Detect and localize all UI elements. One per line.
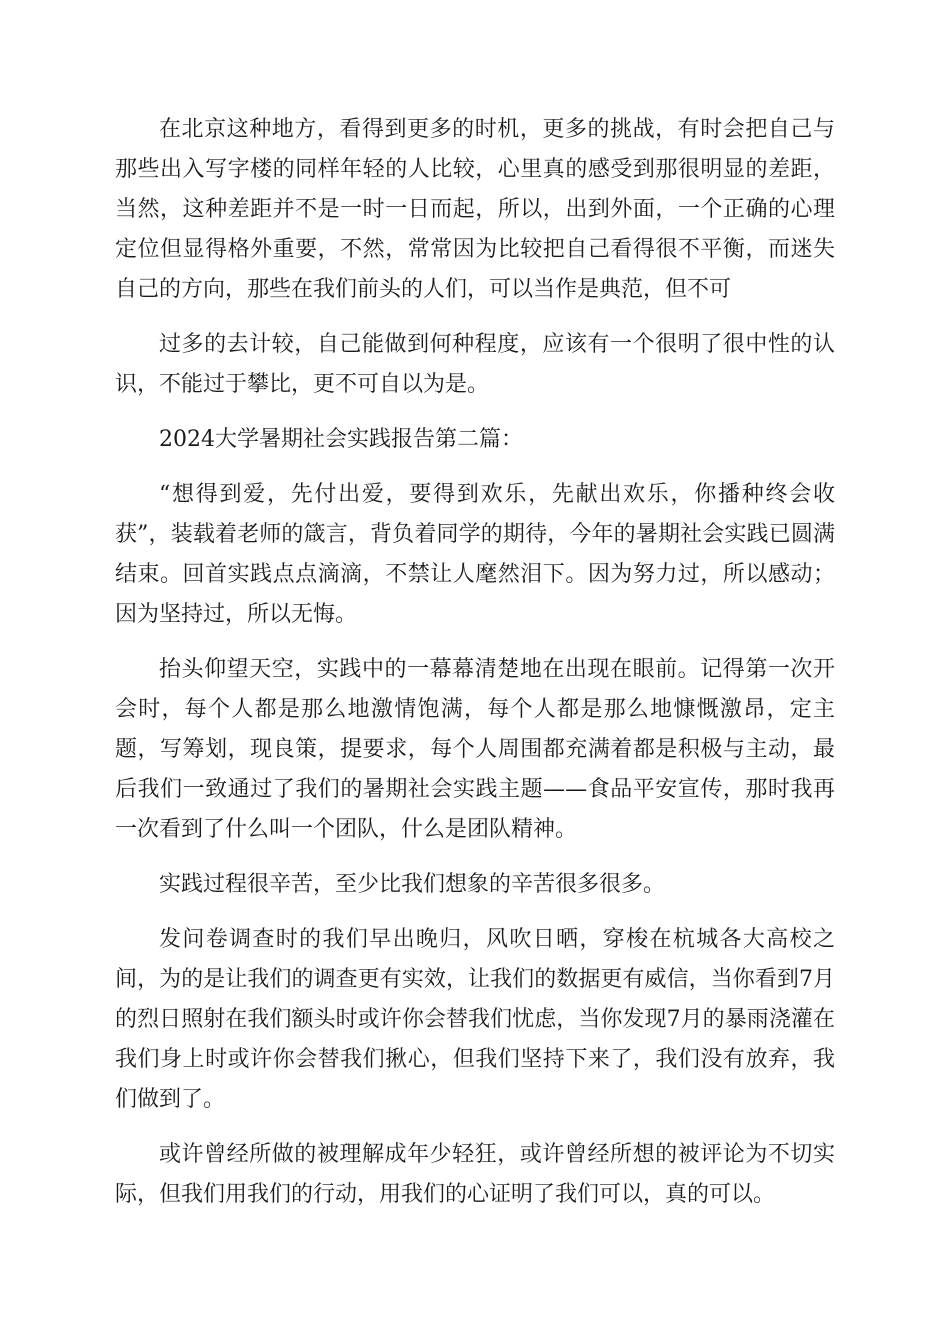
paragraph: 实践过程很辛苦，至少比我们想象的辛苦很多很多。 xyxy=(159,872,666,897)
paragraph: 发问卷调查时的我们早出晚归，风吹日晒，穿梭在杭城各大高校之间，为的是让我们的调查更有实效，让我们的数据更有威信，当你看到7月的烈日照射在我们额头时或许你会替我们忧虑，当你发现7月的暴雨浇灌在我们身上时或许你会替我们揪心，但我们坚持下来了，我们没有放弃，我们做到了。 xyxy=(115,927,835,1112)
paragraph: “想得到爱，先付出爱，要得到欢乐，先献出欢乐，你播种终会收获”，装载着老师的箴言，背负着同学的期待，今年的暑期社会实践已圆满结束。回首实践点点滴滴，不禁让人麾然泪下。因为努力过，所以感动；因为坚持过，所以无悔。 xyxy=(115,482,835,627)
paragraph: 抬头仰望天空，实践中的一幕幕清楚地在出现在眼前。记得第一次开会时，每个人都是那么地激情饱满，每个人都是那么地慷慨激昂，定主题，写筹划，现良策，提要求，每个人周围都充满着都是积极与主动，最后我们一致通过了我们的暑期社会实践主题——食品平安宣传，那时我再一次看到了什么叫一个团队，什么是团队精神。 xyxy=(115,657,835,842)
section-heading: 2024大学暑期社会实践报告第二篇： xyxy=(159,427,523,452)
document-body xyxy=(115,110,835,1230)
paragraph: 或许曾经所做的被理解成年少轻狂，或许曾经所想的被评论为不切实际，但我们用我们的行动，用我们的心证明了我们可以，真的可以。 xyxy=(115,1142,835,1207)
paragraph: 在北京这种地方，看得到更多的时机，更多的挑战，有时会把自己与那些出入写字楼的同样年轻的人比较，心里真的感受到那很明显的差距，当然，这种差距并不是一时一日而起，所以，出到外面，一个正确的心理定位但显得格外重要，不然，常常因为比较把自己看得很不平衡，而迷失自己的方向，那些在我们前头的人们，可以当作是典范，但不可 xyxy=(115,117,835,302)
paragraph: 过多的去计较，自己能做到何种程度，应该有一个很明了很中性的认识，不能过于攀比，更不可自以为是。 xyxy=(115,332,835,397)
